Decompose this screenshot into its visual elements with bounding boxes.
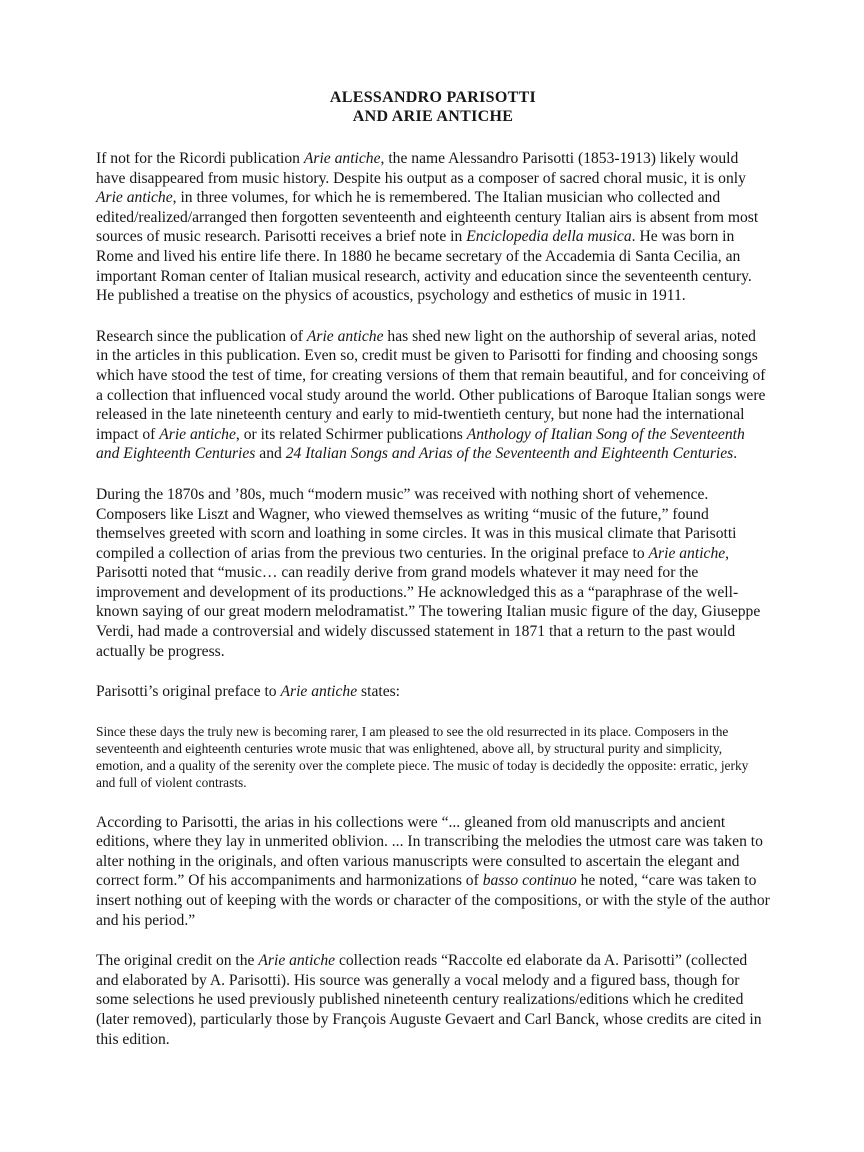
italic-text: Arie antiche [306, 327, 384, 345]
italic-text: Arie antiche [159, 425, 236, 443]
paragraph [96, 723, 770, 792]
text-run: . [733, 445, 738, 463]
paragraph [96, 149, 770, 306]
text-run: The original credit on the [96, 952, 259, 970]
italic-text: Arie antiche [303, 150, 381, 167]
document-body [96, 149, 770, 1049]
italic-text: Anthology of Italian Song of the Seventeenth and Eighteenth Centuries [96, 425, 745, 463]
paragraph [96, 813, 770, 931]
text-run: , or its related Schirmer publications [235, 425, 467, 443]
text-run: and [255, 445, 286, 463]
italic-text: Enciclopedia della musica [466, 228, 632, 246]
paragraph [96, 327, 770, 464]
italic-text: Arie antiche [648, 544, 726, 562]
paragraph [96, 485, 770, 661]
text-run: collection reads “Raccolte ed elaborate da A. Parisotti” (collected and elaborated by A. Parisotti). His source was generally a vocal melody and a figured bass, though for some selections he used previously published nineteenth century realizations/editions which he credited (later removed), particularly those by François Auguste Gevaert and Carl Banck, whose credits are cited in this edition. [96, 952, 762, 1048]
text-run: Since these days the truly new is becoming rarer, I am pleased to see the old resurrected in its place. Composers in the seventeenth and eighteenth centuries wrote music that was enlightened, above all, by structural purity and simplicity, emotion, and a quality of the serenity over the complete piece. The music of today is decidedly the opposite: erratic, jerky and full of violent contrasts. [96, 723, 749, 791]
text-run: AND ARIE ANTICHE [352, 108, 514, 125]
italic-text: Arie antiche [280, 683, 358, 701]
text-run: Parisotti’s original preface to [96, 683, 281, 701]
italic-text: Arie antiche [96, 189, 173, 207]
text-run: , Parisotti noted that “music… can readily derive from grand models whatever it may need for the improvement and development of its productions.” He acknowledged this as a “paraphrase of the well-known saying of our great modern melodramatist.” The towering Italian music figure of the day, Giuseppe Verdi, had made a controversial and widely discussed statement in 1871 that a return to the past would actually be progress. [96, 544, 761, 660]
text-run: , in three volumes, for which he is remembered. The Italian musician who collected and edited/realized/arranged then forgotten seventeenth and eighteenth century Italian airs is absent from most sources of music research. Parisotti receives a brief note in [96, 189, 759, 246]
text-run: According to Parisotti, the arias in his collections were “... gleaned from old manuscripts and ancient editions, where they lay in unmerited oblivion. ... In transcribing the melodies the utmost care was taken to alter nothing in the originals, and often various manuscripts were consulted to ascertain the elegant and correct form.” Of his accompaniments and harmonizations of [96, 813, 763, 890]
title-line [96, 88, 770, 107]
text-run: , the name Alessandro Parisotti (1853-1913) likely would have disappeared from music history. Despite his output as a composer of sacred choral music, it is only [96, 150, 746, 187]
text-run: he noted, “care was taken to insert nothing out of keeping with the words or character of the compositions, or with the style of the author and his period.” [96, 872, 770, 929]
page-title [96, 88, 770, 126]
text-run: has shed new light on the authorship of several arias, noted in the articles in this publication. Even so, credit must be given to Parisotti for finding and choosing songs which have stood the test of time, for creating versions of them that remain beautiful, and for conceiving of a collection that influenced vocal study around the world. Other publications of Baroque Italian songs were released in the late nineteenth century and early to mid-twentieth century, but none had the international impact of [96, 327, 766, 443]
text-run: states: [357, 683, 401, 701]
text-run: Research since the publication of [96, 327, 307, 345]
text-run: If not for the Ricordi publication [96, 150, 304, 167]
paragraph [96, 951, 770, 1049]
italic-text: Arie antiche [258, 952, 336, 970]
text-run: . He was born in Rome and lived his entire life there. In 1880 he became secretary of the Accademia di Santa Cecilia, an important Roman center of Italian musical research, activity and education since the seventeenth century. He published a treatise on the physics of acoustics, psychology and esthetics of music in 1911. [96, 228, 752, 305]
italic-text: basso continuo [482, 872, 577, 890]
text-run: During the 1870s and ’80s, much “modern music” was received with nothing short of vehemence. Composers like Liszt and Wagner, who viewed themselves as writing “music of the future,” found themselves greeted with scorn and loathing in some circles. It was in this musical climate that Parisotti compiled a collection of arias from the previous two centuries. In the original preface to [96, 485, 737, 562]
italic-text: 24 Italian Songs and Arias of the Seventeenth and Eighteenth Centuries [285, 445, 734, 463]
title-line [96, 107, 770, 126]
paragraph [96, 682, 770, 702]
text-run: ALESSANDRO PARISOTTI [329, 89, 537, 106]
